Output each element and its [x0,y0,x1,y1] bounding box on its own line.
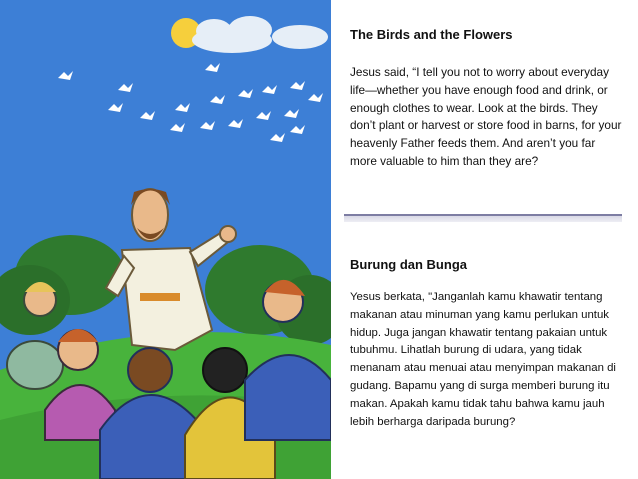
indonesian-title: Burung dan Bunga [350,257,467,272]
english-title: The Birds and the Flowers [350,27,513,42]
english-body: Jesus said, “I tell you not to worry about everyday life—whether you have enough food and drink, or enough clothes to wear. Look at the birds. They don’t plant or harvest or store food in barns, for your heavenly Father feeds them. And aren’t you far more valuable to him than they are? [350,65,622,168]
indonesian-body: Yesus berkata, "Janganlah kamu khawatir tentang makanan atau minuman yang kamu perlukan untuk hidup. Juga jangan khawatir tentang pakaian untuk tubuhmu. Lihatlah burung di udara, yang tidak menanam atau menuai atau menyimpan makanan di gudang. Bapamu yang di surga memberi burung itu makan. Apakah kamu tidak tahu bahwa kamu jauh lebih berharga daripada burung? [350,291,616,428]
section-divider [344,214,622,222]
